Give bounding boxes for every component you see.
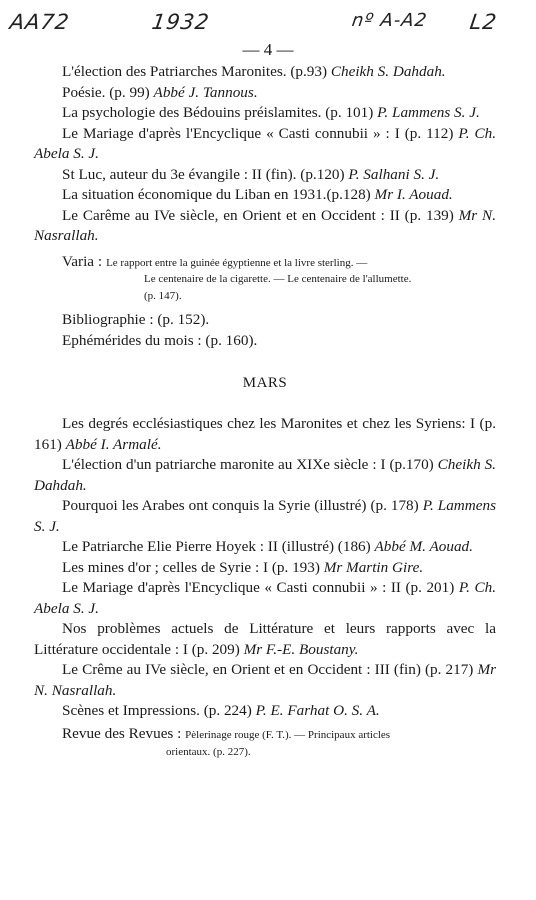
- entry-title: Poésie. (p. 99): [62, 83, 154, 101]
- table-of-contents: [34, 62, 496, 761]
- varia-line: (p. 147).: [144, 289, 182, 302]
- toc-entry: [34, 124, 496, 165]
- entry-title: Le Mariage d'après l'Encyclique « Casti connubii » : I (p. 112): [62, 124, 459, 142]
- entry-author: P. E. Farhat O. S. A.: [255, 702, 380, 719]
- toc-entry: [34, 103, 496, 124]
- entry-author: Abbé J. Tannous.: [153, 83, 258, 101]
- toc-entry: [34, 165, 496, 186]
- ephemerides-entry: Ephémérides du mois : (p. 160).: [62, 331, 258, 349]
- entry-author: Cheikh S. Dahdah.: [34, 456, 496, 494]
- revue-line: orientaux. (p. 227).: [166, 746, 251, 758]
- toc-entry: [34, 496, 496, 537]
- varia-line: Le centenaire de la cigarette. — Le centenaire de l'allumette.: [144, 273, 412, 285]
- entry-author: Mr N. Nasrallah.: [34, 206, 496, 244]
- toc-entry: [34, 578, 496, 619]
- entry-author: Mr I. Aouad.: [374, 186, 453, 203]
- section-title: MARS: [242, 375, 288, 391]
- handwritten-note-ref: AA72: [8, 10, 72, 34]
- entry-title: La situation économique du Liban en 1931.(p.128): [62, 186, 375, 203]
- entry-title: Les degrés ecclésiastiques chez les Maronites et chez les Syriens: I (p. 161): [34, 415, 496, 453]
- entry-title: Le Carême au IVe siècle, en Orient et en Occident : II (p. 139): [62, 206, 459, 224]
- entry-author: Abbé M. Aouad.: [374, 538, 473, 555]
- entry-author: P. Ch. Abela S. J.: [34, 579, 496, 617]
- entry-title: Le Patriarche Elie Pierre Hoyek : II (illustré) (186): [62, 538, 375, 555]
- entry-title: Nos problèmes actuels de Littérature et leurs rapports avec la Littérature occidentale : I (p. 209): [34, 620, 496, 658]
- toc-entry: [34, 537, 496, 558]
- toc-entry: [34, 206, 496, 247]
- entry-title: L'élection des Patriarches Maronites. (p.93): [62, 63, 331, 80]
- toc-entry: [34, 558, 496, 579]
- toc-entry: [34, 185, 496, 206]
- revue-line: Pèlerinage rouge (F. T.). — Principaux articles: [185, 728, 391, 741]
- varia-line: Le rapport entre la guinée égyptienne et la livre sterling. —: [106, 256, 368, 269]
- entry-author: P. Lammens S. J.: [377, 104, 480, 121]
- toc-entry: [34, 660, 496, 701]
- entry-author: P. Lammens S. J.: [34, 497, 496, 535]
- page-number: — 4 —: [242, 40, 294, 59]
- entry-title: La psychologie des Bédouins préislamites. (p. 101): [62, 104, 378, 121]
- entry-author: Mr N. Nasrallah.: [34, 661, 496, 699]
- entry-title: Scènes et Impressions. (p. 224): [62, 702, 256, 719]
- revue-block: [34, 724, 496, 761]
- revue-label: Revue des Revues :: [62, 724, 182, 742]
- entry-title: L'élection d'un patriarche maronite au XIXe siècle : I (p.170): [62, 456, 438, 473]
- entry-title: Le Crême au IVe siècle, en Orient et en Occident : III (fin) (p. 217): [62, 661, 478, 678]
- toc-entry: [34, 62, 496, 83]
- entry-author: Cheikh S. Dahdah.: [330, 63, 446, 80]
- entry-title: Le Mariage d'après l'Encyclique « Casti connubii » : II (p. 201): [62, 579, 459, 596]
- entry-author: P. Salhani S. J.: [348, 165, 440, 183]
- entry-author: P. Ch. Abela S. J.: [34, 124, 496, 162]
- handwritten-note-code: L2: [468, 10, 499, 34]
- entry-title: Pourquoi les Arabes ont conquis la Syrie (illustré) (p. 178): [62, 497, 423, 514]
- bibliography-entry: Bibliographie : (p. 152).: [62, 311, 210, 328]
- varia-label: Varia :: [62, 252, 103, 270]
- toc-entry: [34, 619, 496, 660]
- handwritten-note-issues: nº A-A2: [350, 10, 429, 31]
- toc-entry: [34, 701, 496, 722]
- varia-block: [62, 253, 496, 305]
- entry-author: Abbé I. Armalé.: [65, 435, 162, 453]
- entry-title: Les mines d'or ; celles de Syrie : I (p. 193): [62, 558, 324, 576]
- toc-entry: [34, 83, 496, 104]
- handwritten-note-year: 1932: [150, 10, 212, 34]
- toc-entry: [34, 414, 496, 455]
- toc-entry: [34, 455, 496, 496]
- entry-author: Mr Martin Gire.: [323, 558, 424, 576]
- entry-author: Mr F.-E. Boustany.: [243, 640, 359, 658]
- entry-title: St Luc, auteur du 3e évangile : II (fin). (p.120): [62, 165, 349, 183]
